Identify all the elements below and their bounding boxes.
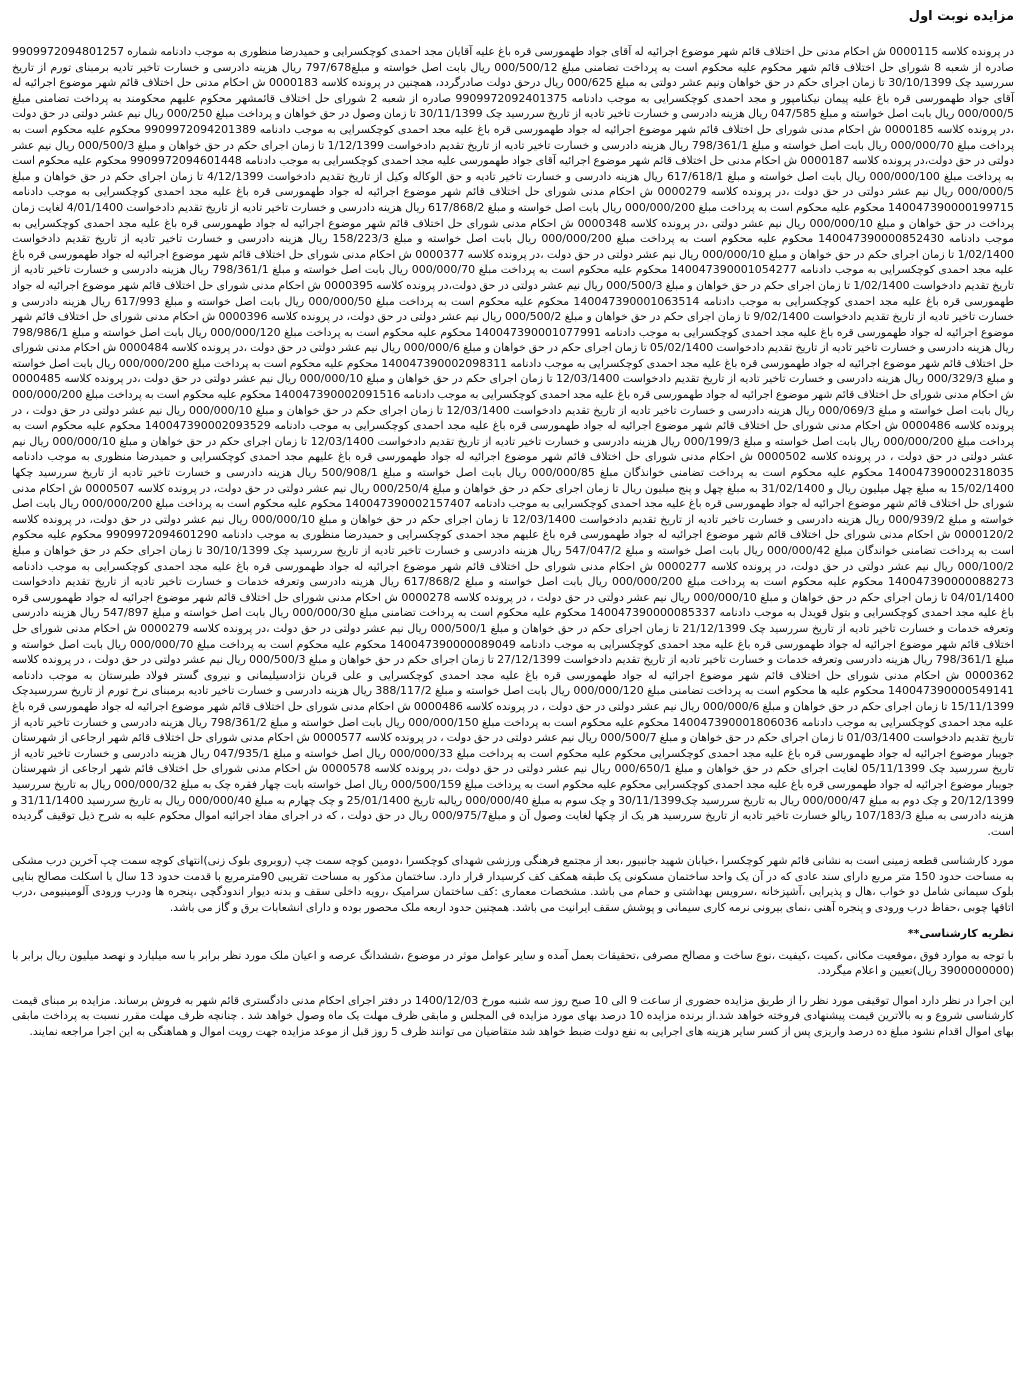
auction-terms-paragraph: این اجرا در نظر دارد اموال توقیفی مورد نظر را از طریق مزایده حضوری از ساعت 9 الی 10 صبح روز سه شنبه مورخ 1400/12/03 در دفتر اجرای احکام مدنی دادگستری قائم شهر به فروش برساند. مزایده بر مبنای قیمت کارشناسی شروع و به بالاترین قیمت پیشنهادی فروخته خواهد شد.از برنده مزایده 10 درصد بهای مورد مزایده فی المجلس و مابقی ظرف مهلت یک ماه وصول خواهد شد . چنانچه ظرف مهلت مقرر نسبت به پرداخت مابقی بهای اموال اقدام نشود مبلغ ده درصد واریزی پس از کسر سایر هزینه های اجرایی به نفع دولت ضبط خواهد شد متقاضیان می توانند ظرف 5 روز قبل از موعد مزایده جهت رویت اموال و هماهنگی به این اجرا مراجعه نمایند. bbox=[12, 993, 1014, 1039]
case-details-paragraph: در پرونده کلاسه 0000115 ش احکام مدنی حل اختلاف قائم شهر موضوع اجرائیه له آقای جواد طهمورسی قره باغ علیه آقایان مجد احمدی کوچکسرایی و حمیدرضا منظوری به موجب دادنامه شماره 9909972094801257 صادره از شعبه 8 شورای حل اختلاف قائم شهر محکوم علیه محکوم است به پرداخت تضامنی مبلغ 000/500/12 ریال بابت اصل خواسته و مبلغ797/678 ریال هزینه دادرسی و خسارت تاخیر تادیه برمبنای تورم از تاریخ سررسید چک 30/10/1399 تا زمان اجرای حکم در حق خواهان ونیم عشر دولتی به مبلغ 000/625 ریال درحق دولت صادرگردد، همچنین در پرونده کلاسه 0000183 ش احکام مدنی حل اختلاف قائم شهر موضوع اجرائیه له آقای جواد طهمورسی قره باغ علیه پیمان نیکنامپور و مجد احمدی کوچکسرایی به موجب دادنامه 9909972092401375 صادره از شعبه 2 شورای حل اختلاف قائمشهر محکوم علیهم محکومند به پرداخت تضامنی مبلغ 000/000/5 ریال بابت اصل خواسته و مبلغ 047/585 ریال هزینه دادرسی و خسارت تاخیر تادیه از تاریخ سررسید چک 30/11/1399 تا زمان وصول در حق خواهان و پرداخت مبلغ 000/250 ریال نیم عشر دولتی در حق دولت ،در پرونده کلاسه 0000185 ش احکام مدنی شورای حل اختلاف قائم شهر موضوع اجرائیه له جواد طهمورسی قره باغ علیه مجد احمدی کوچکسرایی به موجب دادنامه 9909972094201389 محکوم علیه محکوم است به پرداخت مبلغ 000/000/70 ریال بابت اصل خواسته و مبلغ 798/361/1 ریال هزینه دادرسی و خسارت تاخیر تادیه از تاریخ تقدیم دادخواست 1/12/1399 تا زمان اجرای حکم در حق خواهان و مبلغ 000/500/3 ریال نیم عشر دولتی در حق دولت،در پرونده کلاسه 0000187 ش احکام مدنی حل اختلاف قائم شهر موضوع اجرائیه آقای جواد طهمورسی علیه مجد احمدی کوچکسرایی به موجب دادنامه 9909972094601448 محکوم علیه محکوم است به پرداخت مبلغ 000/000/100 ریال بابت اصل خواسته و مبلغ 617/618/1 ریال هزینه دادرسی و خسارت تاخیر تادیه و حق الوکاله وکیل از تاریخ تقدیم دادخواست 4/12/1399 تا زمان اجرای حکم در حق خواهان و مبلغ 000/000/5 ریال نیم عشر دولتی در حق دولت ،در پرونده کلاسه 0000279 ش احکام مدنی شورای حل اختلاف قائم شهر موضوع اجرائیه له جواد طهمورسی قره باغ علیه مجد احمدی کوچکسرایی به موجب دادنامه 140047390000199715 محکوم علیه محکوم است به پرداخت مبلغ 000/000/200 ریال بابت اصل خواسته و مبلغ 617/868/2 ریال هزینه دادرسی و خسارت تاخیر تادیه از تاریخ تقدیم دادخواست 4/01/1400 لغایت زمان پرداخت در حق خواهان و مبلغ 000/000/10 ریال نیم عشر دولتی ،در پرونده کلاسه 0000348 ش احکام مدنی شورای حل اختلاف قائم شهر موضوع اجرائیه له جواد طهمورسی قره باغ علیه مجد احمدی کوچکسرایی به موجب دادنامه 140047390000852430 محکوم علیه محکوم است به پرداخت مبلغ 000/000/200 ریال بابت اصل خواسته و مبلغ 158/223/3 ریال هزینه دادرسی و خسارت تاخیر تادیه از تاریخ تقدیم دادخواست 1/02/1400 تا زمان اجرای حکم در حق خواهان و مبلغ 000/000/10 ریال نیم عشر دولتی در حق دولت ،در پرونده کلاسه 0000377 ش احکام مدنی شورای حل اختلاف قائم شهر موضوع اجرائیه له جواد طهمورسی قره باغ علیه مجد احمدی کوچکسرایی به موجب دادنامه 140047390001054277 محکوم علیه محکوم است به پرداخت مبلغ 000/000/70 ریال بابت اصل خواسته و مبلغ 798/361/1 ریال هزینه دادرسی و خسارت تاخیر تادیه از تاریخ تقدیم دادخواست 1/02/1400 تا زمان اجرای حکم در حق خواهان و مبلغ 000/500/3 ریال نیم عشر دولتی در حق دولت،در پرونده کلاسه 0000395 ش احکام مدنی شورای حل اختلاف قائم شهر موضوع اجرائیه له جواد طهمورسی قره باغ علیه مجد احمدی کوچکسرایی به موجب دادنامه 140047390001063514 محکوم علیه محکوم است به پرداخت مبلغ 000/000/50 ریال بابت اصل خواسته و مبلغ 617/993 ریال هزینه دادرسی و خسارت تاخیر تادیه از تاریخ تقدیم دادخواست 9/02/1400 تا زمان اجرای حکم در حق خواهان و مبلغ 000/500/2 ریال نیم عشر دولتی در حق دولت، در پرونده کلاسه 0000396 ش احکام مدنی شورای حل اختلاف قائم شهر موضوع اجرائیه له جواد طهمورسی قره باغ علیه مجد احمدی کوچکسرایی به موجب دادنامه 140047390001077991 محکوم علیه محکوم است به پرداخت مبلغ 000/000/120 ریال بابت اصل خواسته و مبلغ 798/986/1 ریال هزینه دادرسی و خسارت تاخیر تادیه از تاریخ تقدیم دادخواست 05/02/1400 تا زمان اجرای حکم در حق خواهان و مبلغ 000/000/6 ریال نیم عشر دولتی در حق دولت ،در پرونده کلاسه 0000484 ش احکام مدنی شورای حل اختلاف قائم شهر موضوع اجرائیه له جواد طهمورسی قره باغ علیه مجد احمدی کوچکسرایی به موجب دادنامه 140047390002098311 محکوم علیه محکوم است به پرداخت مبلغ 000/000/200 ریال بابت اصل خواسته و مبلغ 000/329/3 ریال هزینه دادرسی و خسارت تاخیر تادیه از تاریخ تقدیم دادخواست 12/03/1400 تا زمان اجرای حکم در حق خواهان و مبلغ 000/000/10 ریال نیم عشر دولتی در حق دولت ،در پرونده کلاسه 0000485 ش احکام مدنی شورای حل اختلاف قائم شهر موضوع اجرائیه له جواد طهمورسی قره باغ علیه مجد احمدی کوچکسرایی به موجب دادنامه 140047390002091516 محکوم علیه محکوم است به پرداخت مبلغ 000/000/200 ریال بابت اصل خواسته و مبلغ 000/069/3 ریال هزینه دادرسی و خسارت تاخیر تادیه از تاریخ تقدیم دادخواست 12/03/1400 تا زمان اجرای حکم در حق خواهان و مبلغ 000/000/10 ریال نیم عشر دولتی در حق دولت ، در پرونده کلاسه 0000486 ش احکام مدنی شورای حل اختلاف قائم شهر موضوع اجرائیه له جواد طهمورسی قره باغ علیه مجد احمدی کوچکسرایی به موجب دادنامه 140047390002093529 محکوم علیه محکوم است به پرداخت مبلغ 000/000/200 ریال بابت اصل خواسته و مبلغ 000/199/3 ریال هزینه دادرسی و خسارت تاخیر تادیه از تاریخ تقدیم دادخواست 12/03/1400 تا زمان اجرای حکم در حق خواهان و مبلغ 000/000/10 ریال نیم عشر دولتی در حق دولت ، در پرونده کلاسه 0000502 ش احکام مدنی شورای حل اختلاف قائم شهر موضوع اجرائیه له جواد طهمورسی قره باغ علیهم مجد احمدی کوچکسرایی و حمیدرضا منظوری به موجب دادنامه 140047390002318035 محکوم علیه محکوم است به پرداخت تضامنی خوانذگان مبلغ 000/000/85 ریال بابت اصل خواسته و مبلغ 500/908/1 ریال هزینه دادرسی و خسارت تاخیر تادیه از تاریخ سررسید چکها 15/02/1400 به مبلغ چهل میلیون ریال و 31/02/1400 به مبلغ چهل و پنج میلیون ریال تا زمان اجرای حکم در حق خواهان و مبلغ 000/250/4 ریال نیم عشر دولتی در حق دولت، در پرونده کلاسه 0000507 ش احکام مدنی شورای حل اختلاف قائم شهر موضوع اجرائیه له جواد طهمورسی قره باغ علیه مجد احمدی کوچکسرایی به موجب دادنامه 140047390002157407 محکوم علیه محکوم است به پرداخت مبلغ 000/000/200 ریال بابت اصل خواسته و مبلغ 000/939/2 ریال هزینه دادرسی و خسارت تاخیر تادیه از تاریخ تقدیم دادخواست 12/03/1400 تا زمان اجرای حکم در حق خواهان و مبلغ 000/000/10 ریال نیم عشر دولتی در حق دولت، در پرونده کلاسه 0000120/2 ش احکام مدنی شورای حل اختلاف قائم شهر موضوع اجرائیه له جواد طهمورسی قره باغ علیهم مجد احمدی کوچکسرایی و حمیدرضا منظوری به موجب دادنامه 9909972094601290 محکوم علیه محکوم است به پرداخت تضامنی خواندگان مبلغ 000/000/42 ریال بابت اصل خواسته و مبلغ 547/047/2 ریال هزینه دادرسی و خسارت تاخیر تادیه از تاریخ سررسید چک 30/10/1399 تا زمان اجرای حکم در حق خواهان و مبلغ 000/100/2 ریال نیم عشر دولتی در حق دولت، در پرونده کلاسه 0000277 ش احکام مدنی شورای حل اختلاف قائم شهر موضوع اجرائیه له جواد طهمورسی قره باغ علیه مجد احمدی کوچکسرایی به موجب دادنامه 140047390000088273 محکوم علیه محکوم است به پرداخت مبلغ 000/000/200 ریال بابت اصل خواسته و مبلغ 617/868/2 ریال هزینه دادرسی وتعرفه خدمات و خسارت تاخیر تادیه از تاریخ تقدیم دادخواست 04/01/1400 تا زمان اجرای حکم در حق خواهان و مبلغ 000/000/10 ریال نیم عشر دولتی در حق دولت ، در پرونده کلاسه 0000278 ش احکام مدنی شورای حل اختلاف قائم شهر موضوع اجرائیه له جواد طهمورسی قره باغ علیه مجد احمدی کوچکسرایی و بتول قویدل به موجب دادنامه 140047390000085337 محکوم علیه محکوم است به پرداخت تضامنی مبلغ 000/000/30 ریال بابت اصل خواسته و مبلغ 547/897 ریال هزینه دادرسی وتعرفه خدمات و خسارت تاخیر تادیه از تاریخ سررسید چک 21/12/1399 تا زمان اجرای حکم در حق خواهان و مبلغ 000/500/1 ریال نیم عشر دولتی در حق دولت ،در پرونده کلاسه 0000279 ش احکام مدنی شورای حل اختلاف قائم شهر موضوع اجرائیه له جواد طهمورسی قره باغ علیه مجد احمدی کوچکسرایی به موجب دادنامه 140047390000089049 محکوم علیه محکوم است به پرداخت مبلغ 000/000/70 ریال بابت اصل خواسته و مبلغ 798/361/1 ریال هزینه دادرسی وتعرفه خدمات و خسارت تاخیر تادیه از تاریخ تقدیم دادخواست 27/12/1399 تا زمان اجرای حکم در حق خواهان و مبلغ 000/500/3 ریال نیم عشر دولتی در حق دولت ، در پرونده کلاسه 0000362 ش احکام مدنی شورای حل اختلاف قائم شهر موضوع اجرائیه له جواد طهمورسی قره باغ علیه مجد احمدی کوچکسرایی و علی قربان نژادسیلیمانی و نیروی گستر فولاد طبرستان به موجب دادنامه 140047390000549141 محکوم علیه ها محکوم است به پرداخت تضامنی مبلغ 000/000/120 ریال بابت اصل خواسته و مبلغ 388/117/2 ریال هزینه دادرسی و خسارت تاخیر تادیه برمبنای نرخ تورم از تاریخ سررسیدچک 15/11/1399 تا زمان اجرای حکم در حق خواهان و مبلغ 000/000/6 ریال نیم عشر دولتی در حق دولت ، در پرونده کلاسه 0000486 ش احکام مدنی شورای حل اختلاف قائم شهر موضوع اجرائیه له جواد طهمورسی قره باغ علیه مجد احمدی کوچکسرایی به موجب دادنامه 140047390001806036 محکوم علیه محکوم است به پرداخت مبلغ 000/000/150 ریال بابت اصل خواسته و مبلغ 798/361/2 ریال هزینه دادرسی و خسارت تاخیر تادیه از تاریخ تقدیم دادخواست 01/03/1400 تا زمان اجرای حکم در حق خواهان و مبلغ 000/500/7 ریال نیم عشر دولتی در حق دولت ، در پرونده کلاسه 0000577 ش احکام مدنی شورای حل اختلاف قائم شهر ارجاعی از شهرستان جویبار موضوع اجرائیه له جواد طهمورسی قره باغ علیه مجد احمدی کوچکسرایی محکوم علیه محکوم است به پرداخت مبلغ 000/000/33 ریال اصل خواسته و مبلغ 047/935/1 ریال هزینه دادرسی و خسارت تاخیر تادیه از تاریخ سررسید چک 05/11/1399 لغایت اجرای حکم در حق خواهان و مبلغ 000/650/1 ریال نیم عشر دولتی در حق دولت ،در پرونده کلاسه 0000578 ش احکام مدنی شورای حل اختلاف قائم شهر ارجاعی از شهرستان جویبار موضوع اجرائیه له جواد طهمورسی قره باغ علیه مجد احمدی کوچکسرایی محکوم علیه محکوم است به پرداخت مبلغ 000/500/159 ریال اصل خواسته بابت چهار فقره چک به مبلغ 000/000/32 ریال به تاریخ سررسید 20/12/1399 و چک دوم به مبلغ 000/000/47 ریال به تاریخ سررسید چک30/11/1399 و چک سوم به مبلغ 000/000/40 ریالبه تاریخ 25/01/1400 و چک چهارم به مبلغ 000/000/40 ریال به تاریخ سررسید 31/11/1400 و هزینه دادرسی به مبلغ 107/183/3 ریالو خسارت تاخیر تادیه از تاریخ سررسید هر یک از چکها لغایت وصول آن و مبلغ000/975/7 ریال در حق دولت ، که در اجرای مفاد اجرائیه اموال محکوم علیه به شرح ذیل توقیف گردیده است. bbox=[12, 45, 1015, 838]
expert-opinion-paragraph: با توجه به موارد فوق ،موقعیت مکانی ،کمیت ،کیفیت ،نوع ساخت و مصالح مصرفی ،تحقیقات بعمل آمده و سایر عوامل موثر در موضوع ،ششدانگ عرصه و اعیان ملک مورد نظر برابر با سه میلیارد و نهصد میلیون ریال برابر با (3900000000 ریال)تعیین و اعلام میگردد. bbox=[12, 948, 1014, 978]
property-description-paragraph: مورد کارشناسی قطعه زمینی است به نشانی قائم شهر کوچکسرا ،خیابان شهید جانبیور ،بعد از مجتمع فرهنگی ورزشی شهدای کوچکسرا ،دومین کوچه سمت چپ (روبروی بلوک زنی)انتهای کوچه سمت چپ آخرین درب مشکی به مساحت حدود 150 متر مربع دارای سند عادی که در آن یک واحد ساختمان مسکونی یک طبقه همکف کف کرسیدار قرار دارد. ساختمان مذکور به مساحت تقریبی 90مترمربع با قدمت حدود 13 سال با اسکلت مصالح بنایی بلوک سیمانی شامل دو خواب ،هال و پذیرایی ،آشپزخانه ،سرویس بهداشتی و حمام می باشد. مشخصات معماری :کف ساختمان سرامیک ،رویه داخلی سقف و بدنه دیوار اندودگچی ،پنجره ها ودرب ورودی آلومینیومی ،درب اتاقها چوبی ،حفاظ درب ورودی و پنجره آهنی ،نمای بیرونی نرمه کاری سیمانی و پوشش سقف ایرانیت می باشد. همچنین حدود اربعه ملک محصور بوده و دارای انشعابات برق و گاز می باشد. bbox=[12, 854, 1014, 915]
notice-title: مزایده نوبت اول bbox=[908, 9, 1014, 24]
expert-opinion-heading: نظریه کارشناسی** bbox=[907, 926, 1014, 940]
